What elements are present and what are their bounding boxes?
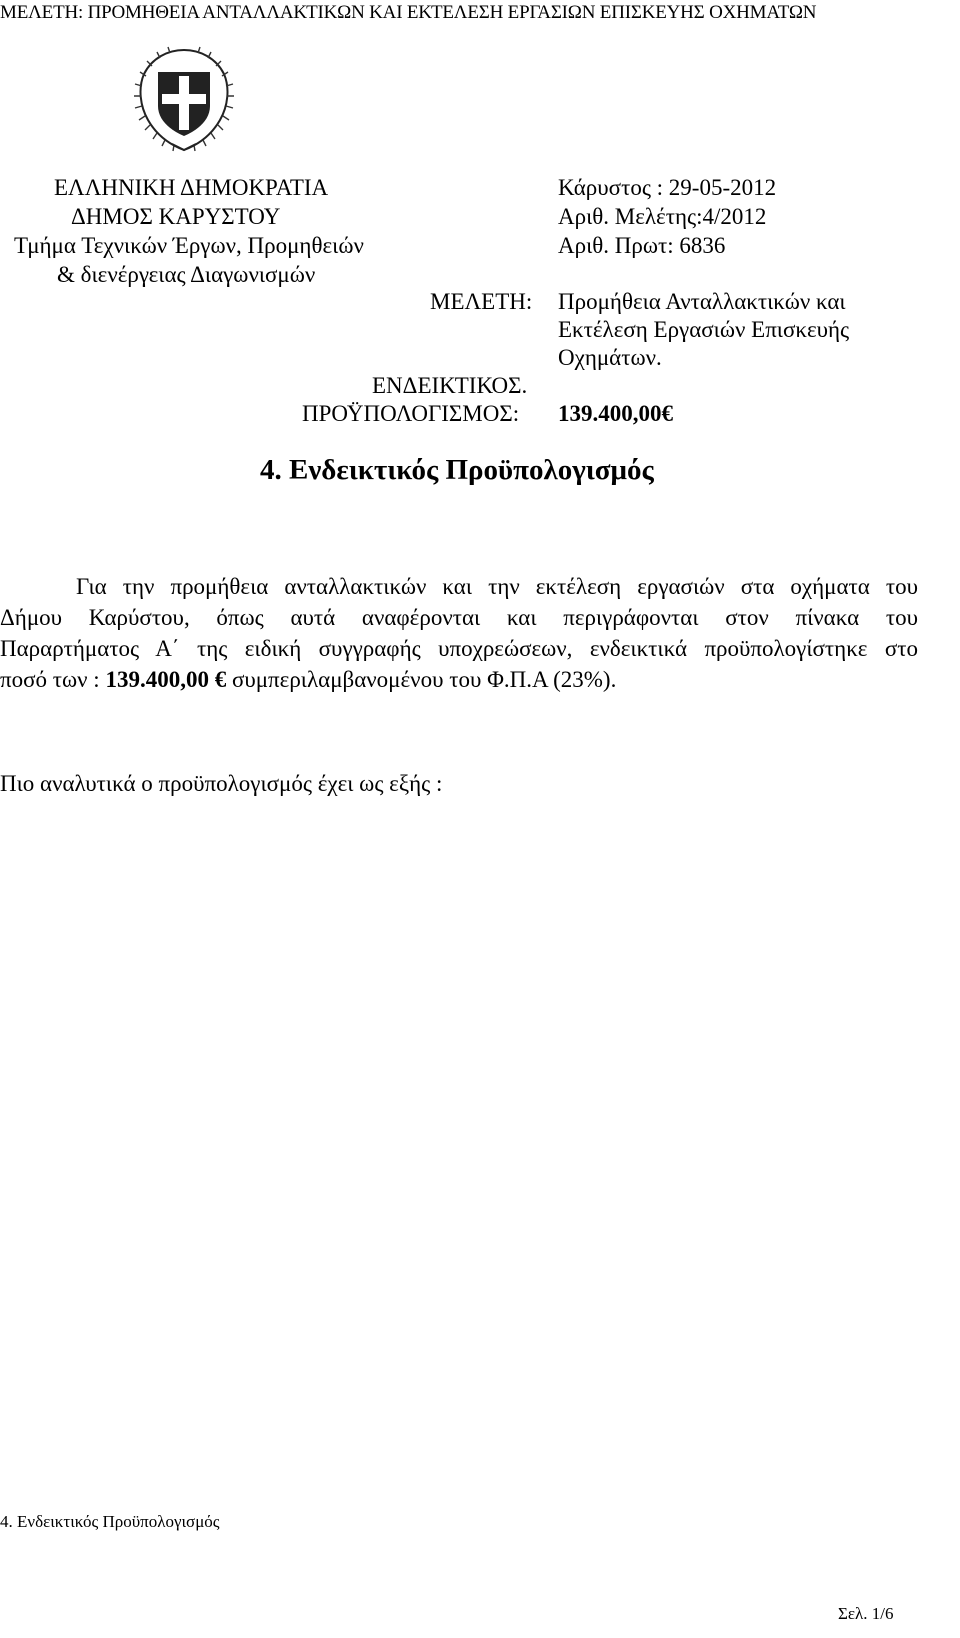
study-title-line1: Προμήθεια Ανταλλακτικών και xyxy=(558,289,846,314)
body-line-4-end: συμπεριλαμβανομένου του Φ.Π.Α (23%). xyxy=(226,667,617,692)
study-number: Αριθ. Μελέτης:4/2012 xyxy=(558,204,767,229)
body-line-3: Παραρτήματος Α΄ της ειδική συγγραφής υποχρεώσεων, ενδεικτικά προϋπολογίστηκε στο xyxy=(0,636,918,661)
letterhead-department-cont: & διενέργειας Διαγωνισμών xyxy=(57,262,316,287)
section-heading: 4. Ενδεικτικός Προϋπολογισμός xyxy=(260,454,654,486)
document-date: Κάρυστος : 29-05-2012 xyxy=(558,175,777,200)
study-title-line2: Εκτέλεση Εργασιών Επισκευής xyxy=(558,317,850,342)
letterhead-country: ΕΛΛΗΝΙΚΗ ΔΗΜΟΚΡΑΤΙΑ xyxy=(54,175,329,200)
study-label: ΜΕΛΕΤΗ: xyxy=(430,289,533,314)
body-amount: 139.400,00 € xyxy=(105,667,227,692)
letterhead-municipality: ΔΗΜΟΣ ΚΑΡΥΣΤΟΥ xyxy=(71,204,281,229)
footer-page-number: Σελ. 1/6 xyxy=(838,1604,894,1623)
budget-amount: 139.400,00€ xyxy=(558,401,673,426)
body-line-4 xyxy=(0,665,616,695)
footer-section-title: 4. Ενδεικτικός Προϋπολογισμός xyxy=(0,1512,220,1531)
running-header: ΜΕΛΕΤΗ: ΠΡΟΜΗΘΕΙΑ ΑΝΤΑΛΛΑΚΤΙΚΩΝ ΚΑΙ ΕΚΤΕΛΕΣΗ ΕΡΓΑΣΙΩΝ ΕΠΙΣΚΕΥΗΣ ΟΧΗΜΑΤΩΝ xyxy=(0,2,817,23)
study-title-line3: Οχημάτων. xyxy=(558,345,662,370)
budget-label-line1: ΕΝΔΕΙΚΤΙΚΟΣ. xyxy=(372,373,528,398)
body-line-1: Για την προμήθεια ανταλλακτικών και την εκτέλεση εργασιών στα οχήματα του xyxy=(76,574,918,599)
body-line-2: Δήμου Καρύστου, όπως αυτά αναφέρονται και περιγράφονται στον πίνακα του xyxy=(0,605,918,630)
budget-label-line2: ΠΡΟΫΠΟΛΟΓΙΣΜΟΣ: xyxy=(302,401,520,426)
detail-intro: Πιο αναλυτικά ο προϋπολογισμός έχει ως εξής : xyxy=(0,771,443,796)
protocol-number: Αριθ. Πρωτ: 6836 xyxy=(558,233,726,258)
letterhead-department: Τμήμα Τεχνικών Έργων, Προμηθειών xyxy=(14,233,364,258)
body-line-4-start: ποσό των : xyxy=(0,667,106,692)
coat-of-arms-emblem xyxy=(128,44,240,156)
